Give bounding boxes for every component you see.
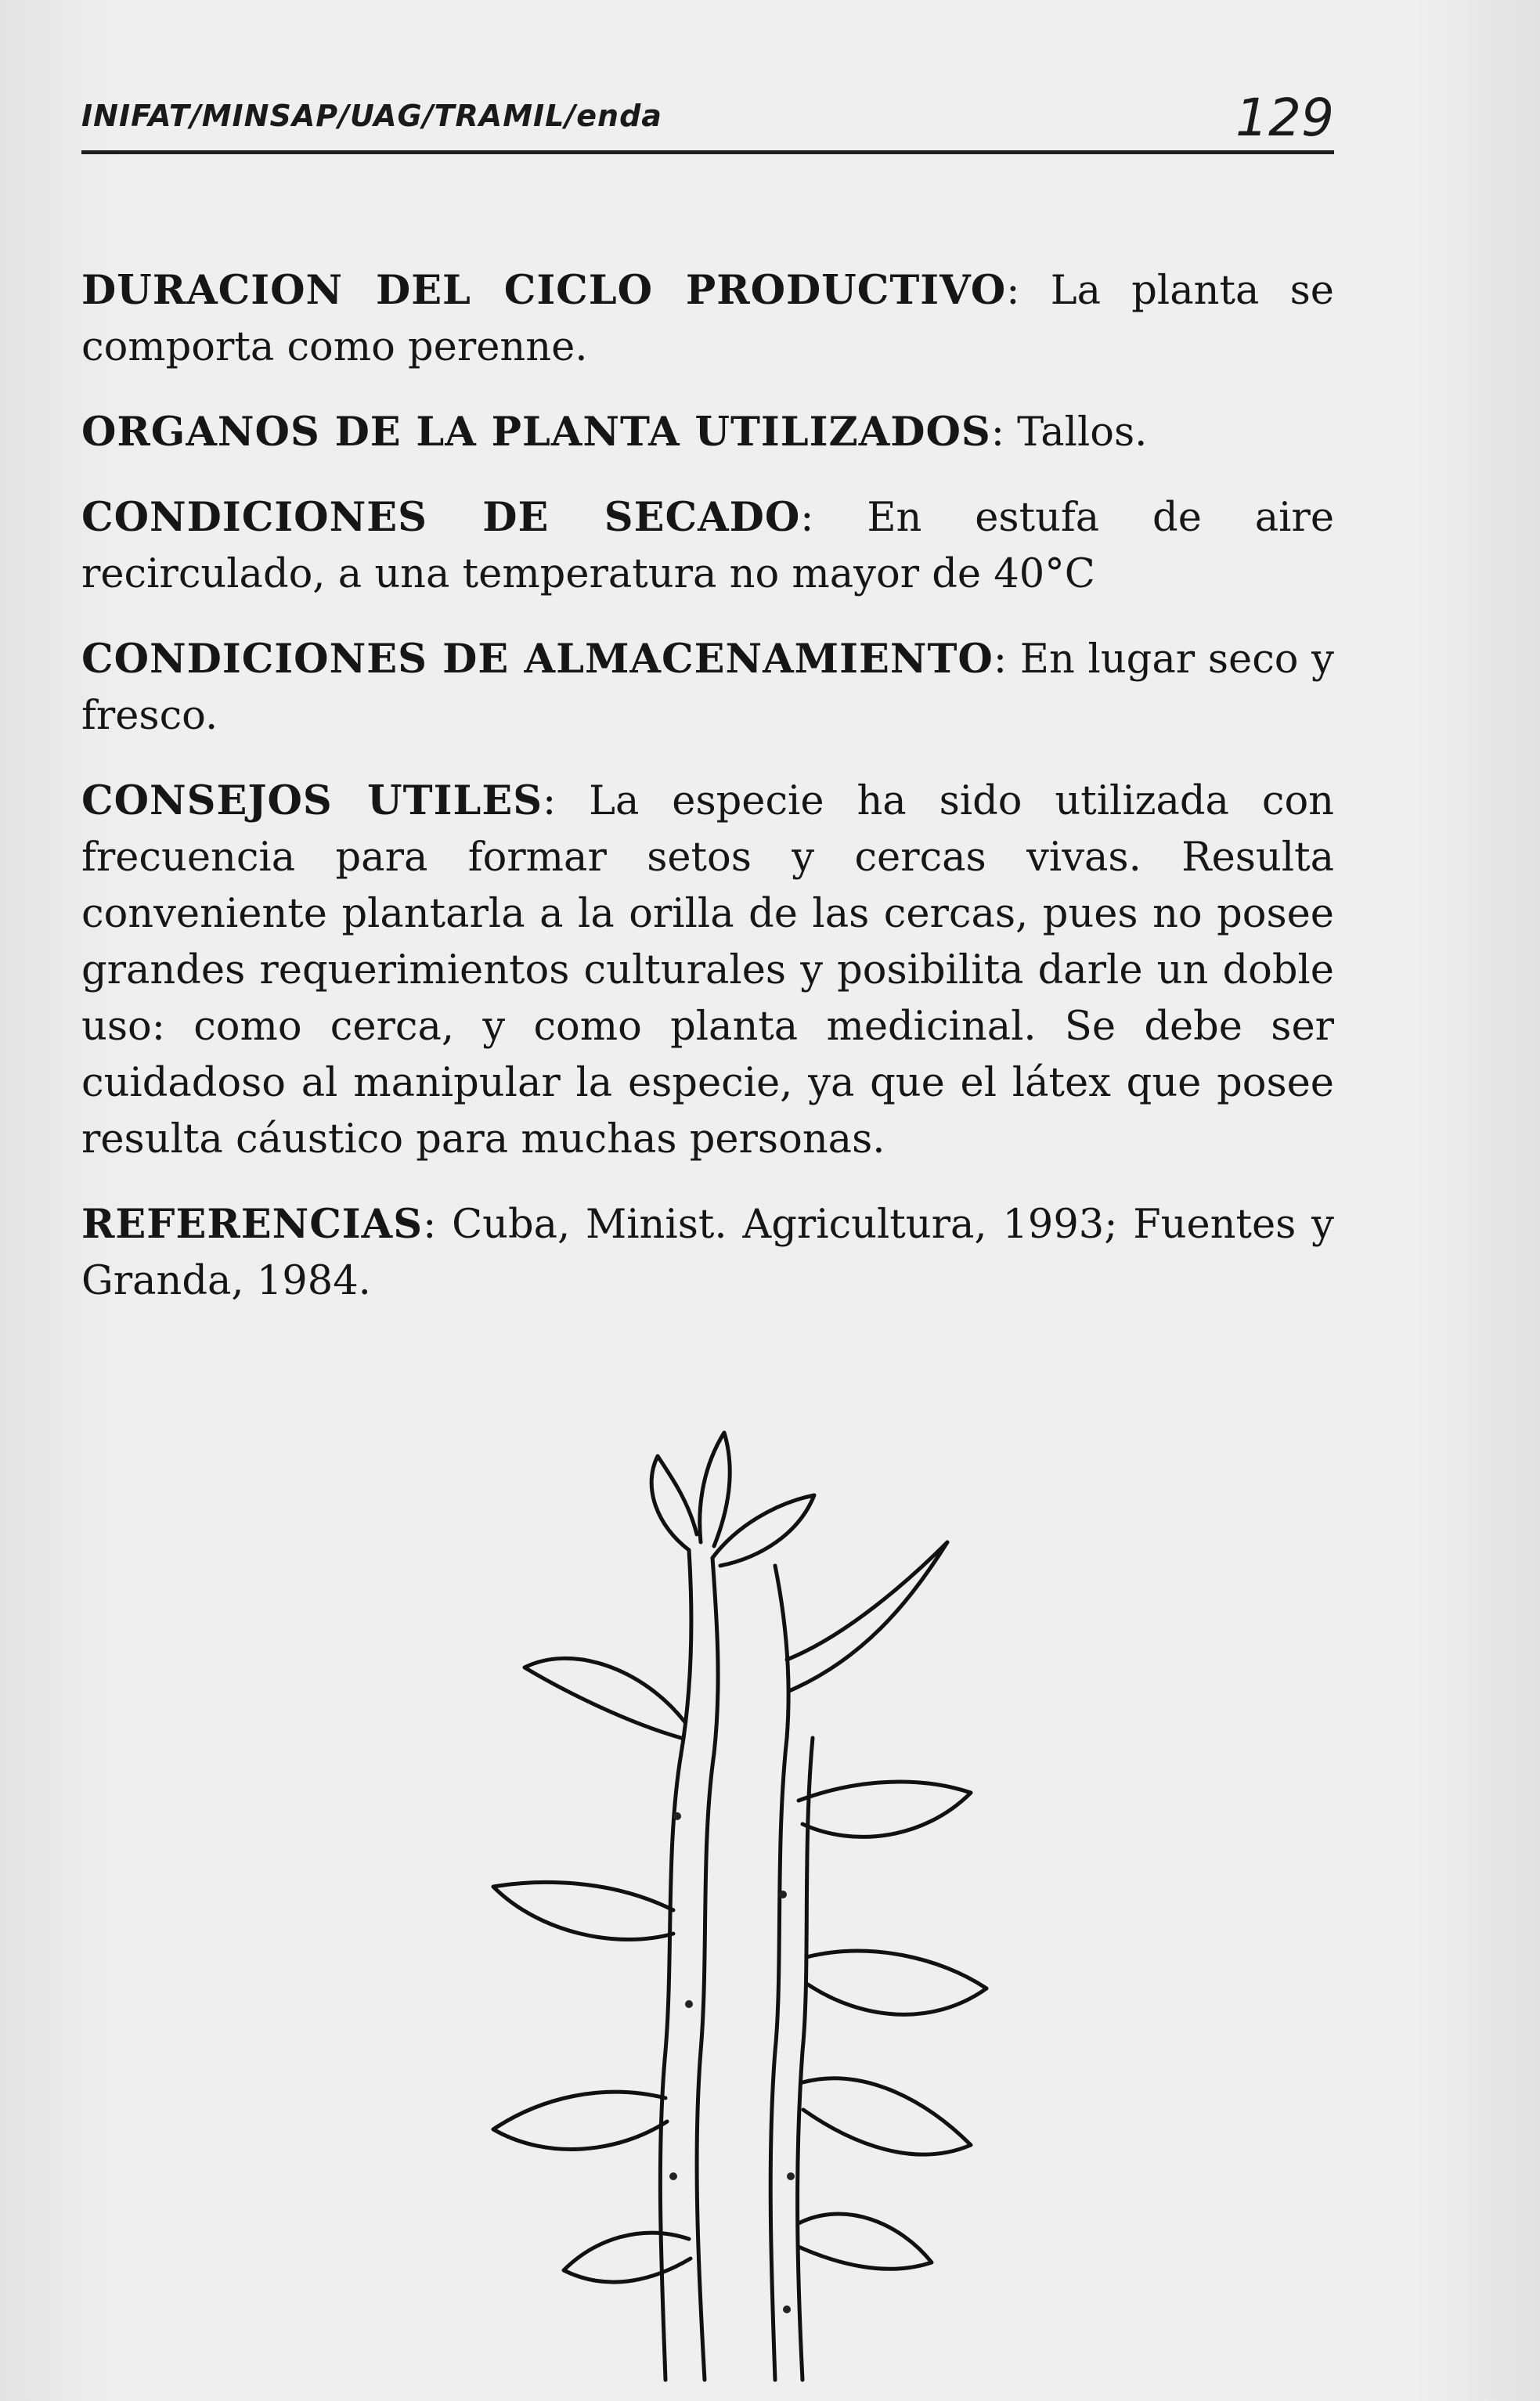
section-label: REFERENCIAS xyxy=(81,1201,424,1248)
leaf-2 xyxy=(787,1542,947,1691)
leaf-1 xyxy=(525,1658,685,1738)
leaf-7 xyxy=(802,2078,971,2154)
header-rule xyxy=(81,150,1334,154)
page-header xyxy=(81,88,1334,150)
section-organos: ORGANOS DE LA PLANTA UTILIZADOS: Tallos. xyxy=(81,409,1148,456)
stem-left xyxy=(660,1550,691,2380)
section-text: La planta se comporta como perenne. xyxy=(81,268,1334,370)
stem-right-outline xyxy=(798,1738,813,2380)
body-text xyxy=(81,262,1334,1338)
section-consejos: CONSEJOS UTILES: La especie ha sido utilizada con frecuencia para formar setos y cercas vivas. Resulta conveniente plantarla a la orilla de las cercas, pues no posee grandes requerimientos culturales y posibilita darle un doble uso: como cerca, y como planta medicinal. Se debe ser cuidadoso al manipular la especie, ya que el látex que posee resulta cáustico para muchas personas. xyxy=(81,777,1334,1163)
section-secado: CONDICIONES DE SECADO: En estufa de aire recirculado, a una temperatura no mayor de 40°C xyxy=(81,494,1334,597)
stem-left-outline xyxy=(697,1558,718,2380)
section-label: CONDICIONES DE ALMACENAMIENTO xyxy=(81,636,994,683)
running-title: INIFAT/MINSAP/UAG/TRAMIL/enda xyxy=(81,99,662,133)
section-label: ORGANOS DE LA PLANTA UTILIZADOS xyxy=(81,409,991,456)
leaf-9 xyxy=(799,2214,932,2269)
leaf-4 xyxy=(493,1882,673,1939)
section-almacenamiento: CONDICIONES DE ALMACENAMIENTO: En lugar seco y fresco. xyxy=(81,636,1334,739)
section-text: En lugar seco y fresco. xyxy=(81,636,1334,739)
plant-illustration xyxy=(407,1409,1143,2388)
section-referencias: REFERENCIAS: Cuba, Minist. Agricultura, 1993; Fuentes y Granda, 1984. xyxy=(81,1201,1334,1304)
section-text: Tallos. xyxy=(1017,409,1148,456)
section-text: Cuba, Minist. Agricultura, 1993; Fuentes y Granda, 1984. xyxy=(81,1202,1334,1304)
bud-top-center xyxy=(700,1433,730,1546)
leaf-6 xyxy=(493,2092,667,2149)
stem-right xyxy=(770,1566,788,2380)
leaf-3 xyxy=(799,1782,971,1837)
section-label: CONDICIONES DE SECADO xyxy=(81,494,801,541)
leaf-5 xyxy=(806,1951,986,2014)
section-duracion: DURACION DEL CICLO PRODUCTIVO: La planta se comporta como perenne. xyxy=(81,267,1334,370)
section-label: DURACION DEL CICLO PRODUCTIVO xyxy=(81,267,1007,314)
section-text: La especie ha sido utilizada con frecuencia para formar setos y cercas vivas. Resulta conveniente plantarla a la orilla de las cercas, pues no posee grandes requerimientos culturales y posibilita darle un doble uso: como cerca, y como planta medicinal. Se debe ser cuidadoso al manipular la especie, ya que el látex que posee resulta cáustico para muchas personas. xyxy=(81,778,1334,1163)
page-number: 129 xyxy=(1235,88,1334,148)
bud-top-left xyxy=(651,1456,697,1550)
section-label: CONSEJOS UTILES xyxy=(81,777,543,824)
section-text: En estufa de aire recirculado, a una temperatura no mayor de 40°C xyxy=(81,495,1334,597)
leaf-8 xyxy=(564,2233,691,2282)
